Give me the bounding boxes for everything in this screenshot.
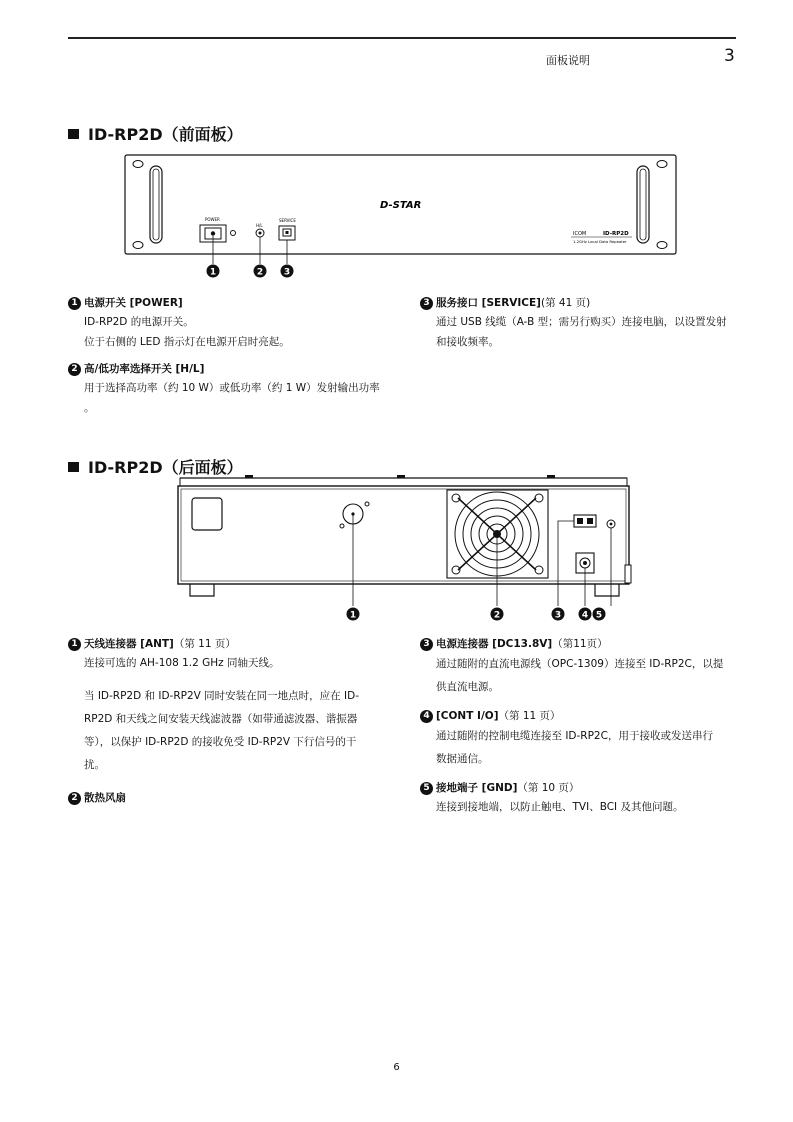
rear-callout-3 [552, 608, 565, 621]
item-title: 服务接口 [SERVICE] [436, 297, 541, 309]
rear-callout-2 [491, 608, 504, 621]
item-text: 数据通信。 [436, 753, 489, 765]
front-panel-title: ID-RP2D（前面板） [88, 125, 243, 144]
front-item-service [420, 294, 750, 352]
rear-panel-illustration [0, 470, 793, 630]
item-note: RP2D 和天线之间安装天线滤波器（如带通滤波器、谐振器 [84, 713, 358, 725]
item-number-badge: 4 [420, 710, 433, 723]
item-note: 扰。 [84, 759, 105, 771]
front-callout-2 [254, 265, 267, 278]
item-title: 电源开关 [POWER] [84, 297, 183, 309]
item-page-ref: （第 11 页） [498, 710, 561, 722]
item-number-badge: 1 [68, 297, 81, 310]
svg-text:3: 3 [283, 267, 291, 278]
item-text: 位于右侧的 LED 指示灯在电源开启时亮起。 [84, 336, 290, 348]
item-text: 连接到接地端，以防止触电、TVI、BCI 及其他问题。 [436, 801, 684, 813]
item-number-badge: 5 [420, 782, 433, 795]
svg-text:2: 2 [256, 267, 264, 278]
svg-text:1: 1 [349, 610, 357, 621]
page-number: 6 [393, 1062, 400, 1073]
rear-callout-5 [593, 608, 606, 621]
item-page-ref: （第 10 页） [517, 782, 580, 794]
rear-item-ant [68, 635, 386, 777]
chapter-number: 3 [724, 46, 735, 66]
rear-callout-4 [579, 608, 592, 621]
rear-callout-1 [347, 608, 360, 621]
item-text: ID-RP2D 的电源开关。 [84, 316, 194, 328]
rear-item-fan [68, 789, 386, 807]
item-number-badge: 3 [420, 638, 433, 651]
front-item-hl [68, 360, 398, 418]
item-title: 接地端子 [GND] [436, 782, 518, 794]
rear-panel-title: ID-RP2D（后面板） [88, 458, 243, 477]
rear-item-cont-io [420, 707, 750, 771]
item-title: [CONT I/O] [436, 710, 499, 722]
item-note: 等），以保护 ID-RP2D 的接收免受 ID-RP2V 下行信号的干 [84, 736, 357, 748]
item-title: 散热风扇 [84, 792, 126, 804]
hl-label: H/L [256, 223, 263, 228]
front-callout-3 [281, 265, 294, 278]
item-text: 通过随附的直流电源线（OPC-1309）连接至 ID-RP2C，以提 [436, 658, 724, 670]
model-subtitle: 1.2GHz Local Data Repeater [573, 239, 627, 244]
front-callout-1 [207, 265, 220, 278]
item-title: 天线连接器 [ANT] [84, 638, 174, 650]
item-number-badge: 2 [68, 792, 81, 805]
item-text: 通过随附的控制电缆连接至 ID-RP2C，用于接收或发送串行 [436, 730, 713, 742]
svg-text:5: 5 [595, 610, 603, 621]
item-page-ref: （第11页） [552, 638, 608, 650]
front-item-power [68, 294, 398, 352]
item-title: 电源连接器 [DC13.8V] [436, 638, 553, 650]
svg-text:4: 4 [581, 610, 589, 621]
rear-item-gnd [420, 779, 750, 817]
item-text: 连接可选的 AH-108 1.2 GHz 同轴天线。 [84, 657, 280, 669]
item-title: 高/低功率选择开关 [H/L] [84, 363, 205, 375]
item-note: 当 ID-RP2D 和 ID-RP2V 同时安装在同一地点时，应在 ID- [84, 690, 359, 702]
item-page-ref: (第 41 页) [541, 297, 591, 309]
item-number-badge: 1 [68, 638, 81, 651]
item-page-ref: （第 11 页） [173, 638, 236, 650]
svg-text:1: 1 [209, 267, 217, 278]
model-name: ID-RP2D [603, 231, 629, 237]
svg-text:2: 2 [493, 610, 501, 621]
item-text: 和接收频率。 [436, 336, 499, 348]
item-text: 用于选择高功率（约 10 W）或低功率（约 1 W）发射输出功率 [84, 382, 380, 394]
svg-text:3: 3 [554, 610, 562, 621]
dstar-logo: D-STAR [380, 200, 422, 211]
service-label: SERVICE [279, 218, 296, 223]
item-text: 供直流电源。 [436, 681, 499, 693]
item-text: 通过 USB 线缆（A-B 型；需另行购买）连接电脑，以设置发射 [436, 316, 727, 328]
item-number-badge: 2 [68, 363, 81, 376]
header-section-title: 面板说明 [546, 54, 590, 67]
power-label: POWER [205, 217, 220, 222]
rear-item-dc [420, 635, 750, 699]
item-number-badge: 3 [420, 297, 433, 310]
icom-brand: ICOM [573, 231, 587, 237]
front-panel-illustration [0, 0, 793, 300]
item-text: 。 [84, 402, 95, 414]
